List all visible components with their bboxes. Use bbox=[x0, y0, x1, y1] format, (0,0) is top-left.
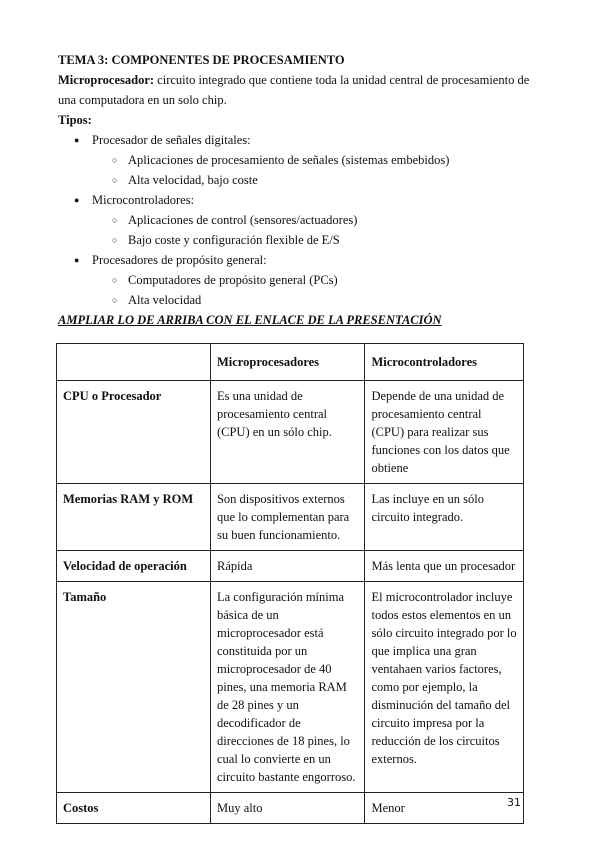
table-row bbox=[57, 551, 524, 582]
comparison-table bbox=[56, 343, 524, 824]
page-title: TEMA 3: COMPONENTES DE PROCESAMIENTO bbox=[58, 53, 345, 67]
tipo-item bbox=[58, 130, 542, 190]
tipo-subitem: ○ Aplicaciones de procesamiento de señales (sistemas embebidos) bbox=[58, 150, 542, 170]
tipo-label: Procesador de señales digitales: bbox=[92, 133, 251, 147]
row-label: Memorias RAM y ROM bbox=[57, 484, 211, 551]
table-row bbox=[57, 793, 524, 824]
ampliar-note: AMPLIAR LO DE ARRIBA CON EL ENLACE DE LA PRESENTACIÓN bbox=[58, 313, 442, 327]
row-label: Costos bbox=[57, 793, 211, 824]
tipos-label: Tipos: bbox=[58, 113, 92, 127]
definition bbox=[58, 70, 542, 110]
document-body bbox=[58, 50, 542, 330]
table-cell: Es una unidad de procesamiento central (CPU) en un sólo chip. bbox=[210, 381, 365, 484]
table-row bbox=[57, 484, 524, 551]
row-label: Tamaño bbox=[57, 582, 211, 793]
tipo-subitem: ○ Bajo coste y configuración flexible de E/S bbox=[58, 230, 542, 250]
table-header-cell: Microcontroladores bbox=[365, 344, 524, 381]
tipo-subitem: ○ Alta velocidad, bajo coste bbox=[58, 170, 542, 190]
row-label: Velocidad de operación bbox=[57, 551, 211, 582]
row-label: CPU o Procesador bbox=[57, 381, 211, 484]
table-cell: Menor bbox=[365, 793, 524, 824]
tipo-item bbox=[58, 250, 542, 310]
tipo-label: Microcontroladores: bbox=[92, 193, 195, 207]
table-cell: Muy alto bbox=[210, 793, 365, 824]
tipo-sublist bbox=[92, 210, 542, 250]
page-number: 31 bbox=[507, 796, 521, 809]
table-cell: Más lenta que un procesador bbox=[365, 551, 524, 582]
tipo-subitem: ○ Alta velocidad bbox=[58, 290, 542, 310]
tipo-subitem: ○ Computadores de propósito general (PCs) bbox=[58, 270, 542, 290]
table-cell: Rápida bbox=[210, 551, 365, 582]
table-header-cell bbox=[57, 344, 211, 381]
tipo-subitem: ○ Aplicaciones de control (sensores/actuadores) bbox=[58, 210, 542, 230]
tipo-sublist bbox=[92, 150, 542, 190]
table-cell: Son dispositivos externos que lo complementan para su buen funcionamiento. bbox=[210, 484, 365, 551]
tipo-sublist bbox=[92, 270, 542, 310]
table-header-row bbox=[57, 344, 524, 381]
table-header-cell: Microprocesadores bbox=[210, 344, 365, 381]
table-cell: La configuración mínima básica de un microprocesador está constituida por un microprocesador de 40 pines, una memoria RAM de 28 pines y un decodificador de direcciones de 18 pines, lo cual lo convierte en un circuito bastante engorroso. bbox=[210, 582, 365, 793]
table-cell: Depende de una unidad de procesamiento central (CPU) para realizar sus funciones con los datos que obtiene bbox=[365, 381, 524, 484]
table-cell: El microcontrolador incluye todos estos elementos en un sólo circuito integrado por lo que implica una gran ventahaen varios factores, como por ejemplo, la disminución del tamaño del circuito impresa por la reducción de los circuitos externos. bbox=[365, 582, 524, 793]
definition-term: Microprocesador: bbox=[58, 73, 155, 87]
tipos-list bbox=[58, 130, 542, 310]
table-row bbox=[57, 582, 524, 793]
tipo-label: Procesadores de propósito general: bbox=[92, 253, 267, 267]
definition-text: circuito integrado que contiene toda la unidad central de procesamiento de una computadora en un solo chip. bbox=[58, 73, 530, 107]
table-cell: Las incluye en un sólo circuito integrado. bbox=[365, 484, 524, 551]
tipo-item bbox=[58, 190, 542, 250]
table-row bbox=[57, 381, 524, 484]
